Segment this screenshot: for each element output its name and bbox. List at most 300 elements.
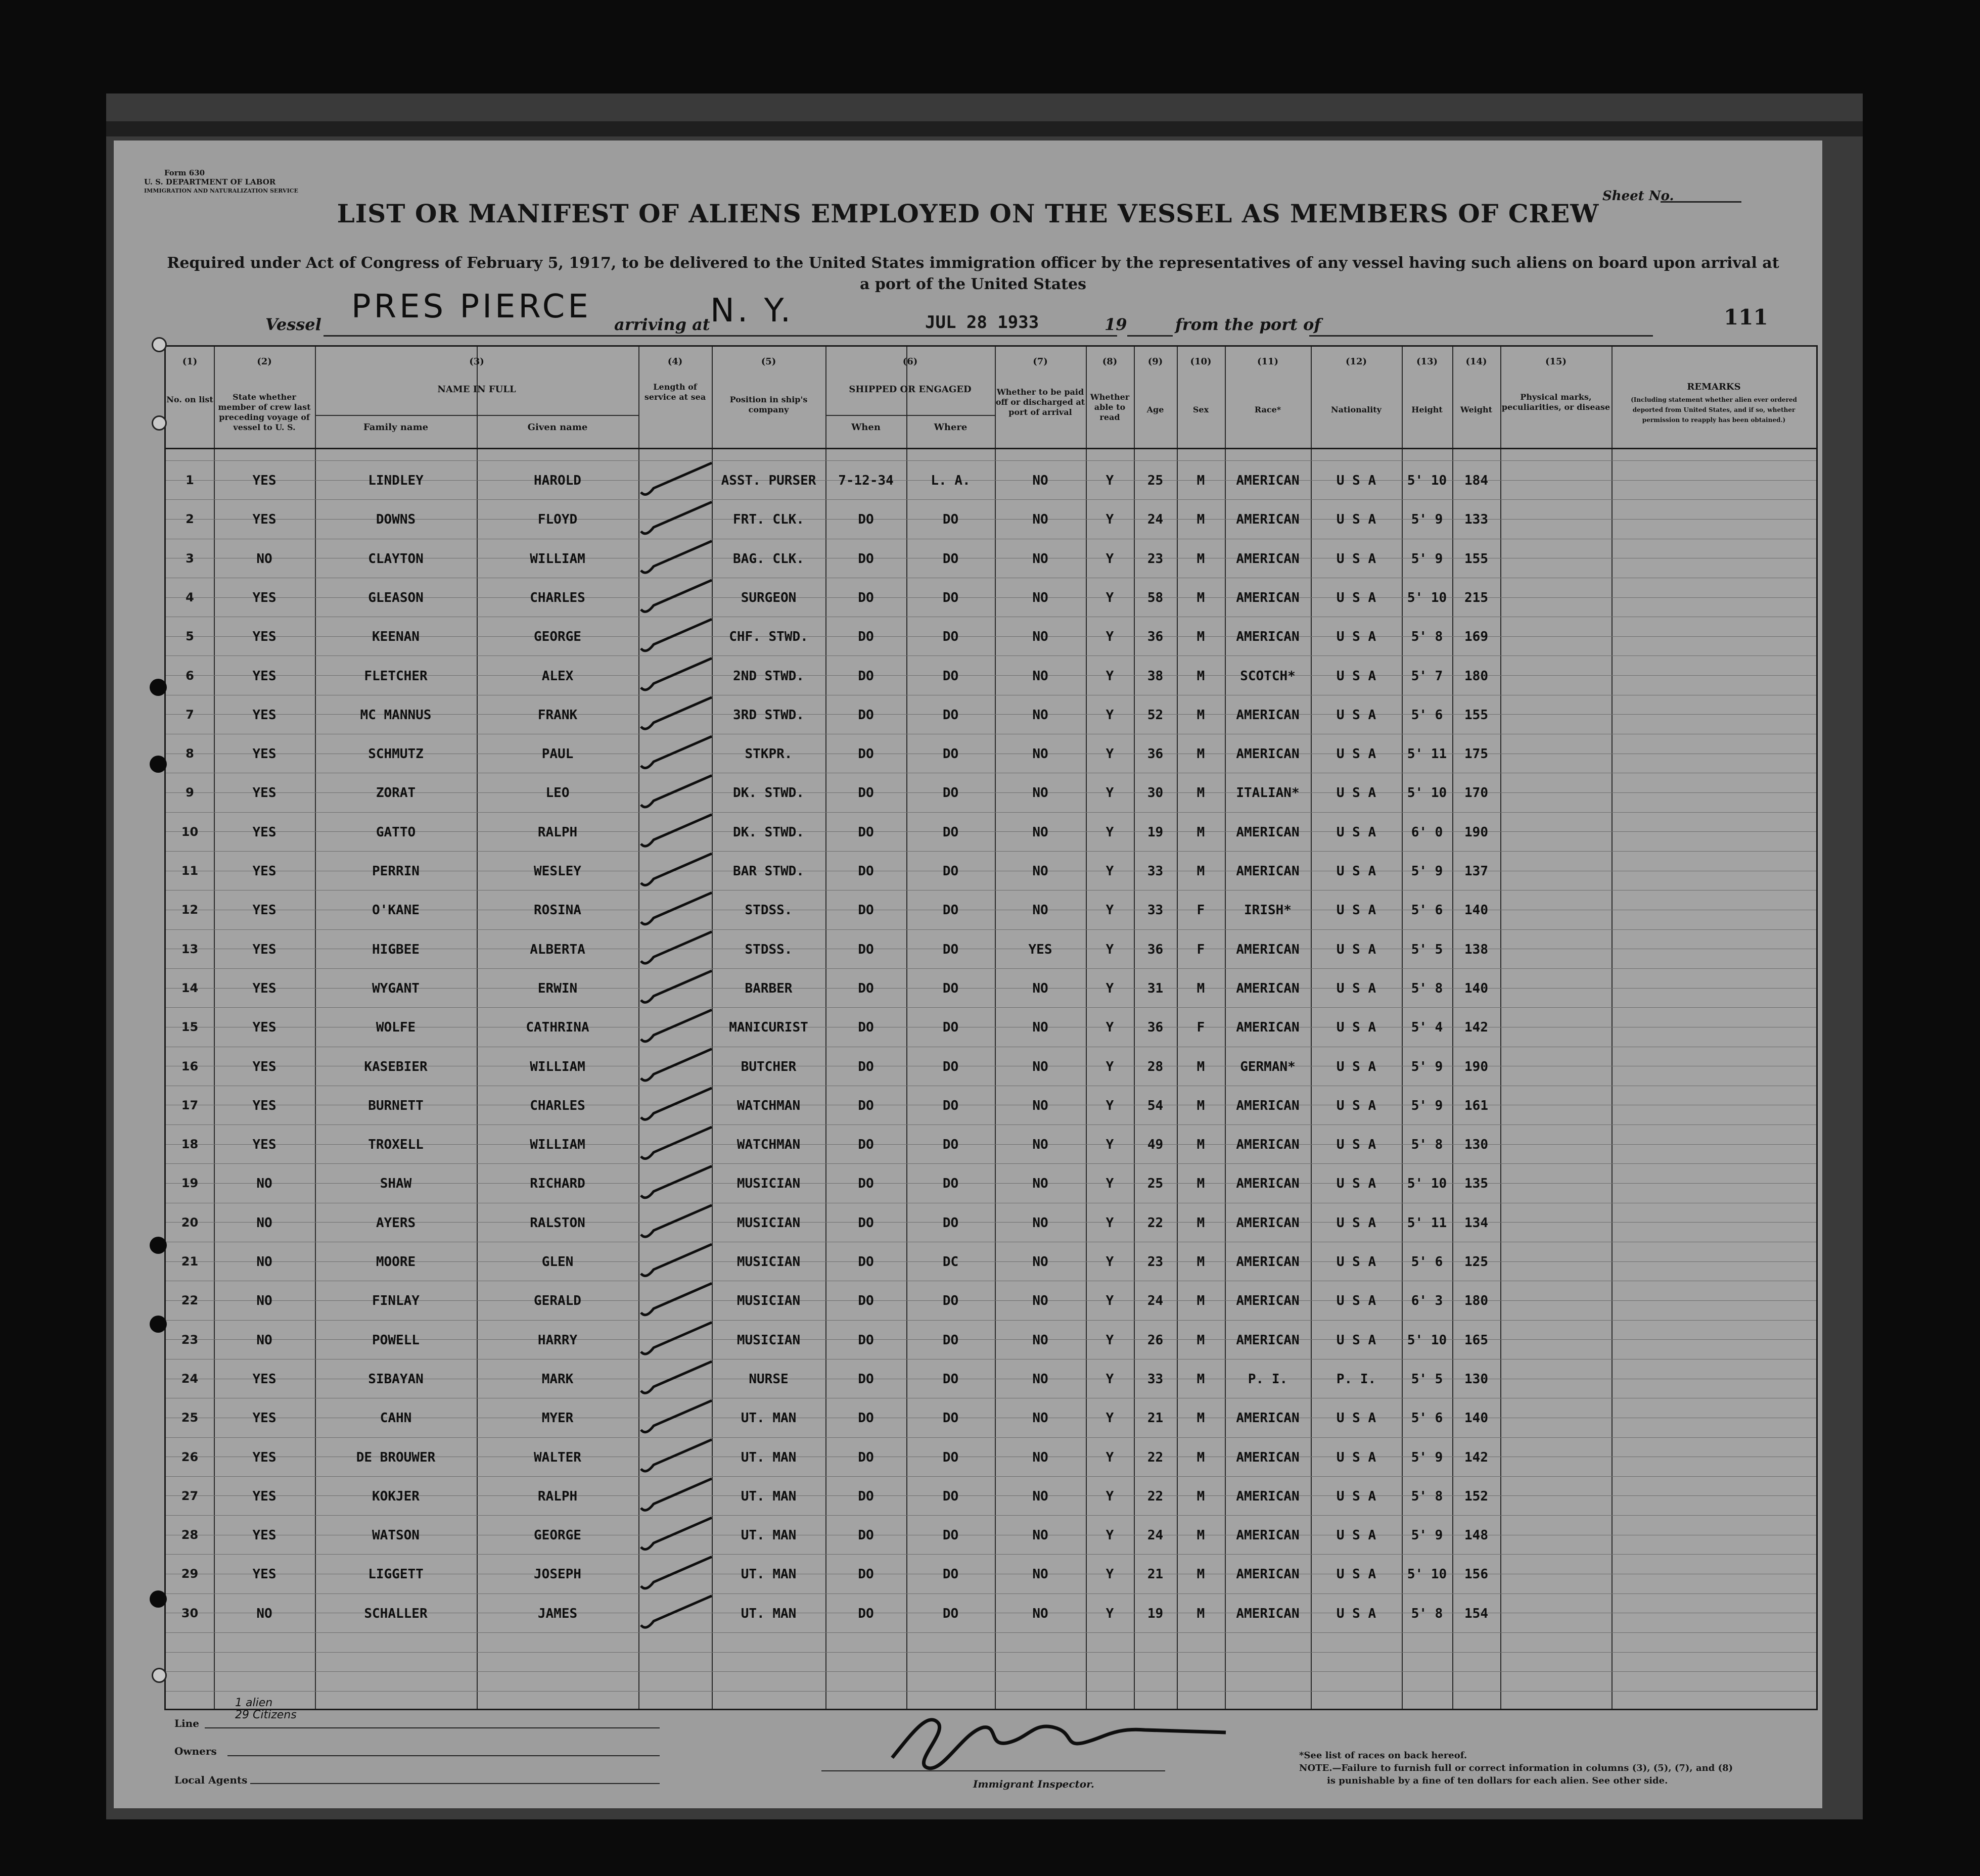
sheet-number-label: Sheet No. [1602, 189, 1674, 204]
cell-when: DO [858, 1411, 874, 1426]
cell-paid: NO [1032, 864, 1048, 879]
check-mark [641, 775, 712, 807]
cell-n: 7 [186, 708, 194, 722]
cell-nat: U S A [1336, 669, 1376, 684]
cell-when: 7-12-34 [838, 473, 894, 488]
handwritten-aliens: 1 alien [235, 1697, 273, 1709]
cell-age: 36 [1147, 629, 1164, 644]
cell-prev: YES [252, 629, 277, 644]
cell-weight: 133 [1464, 512, 1488, 527]
cell-position: MUSICIAN [736, 1293, 801, 1308]
cell-paid: NO [1032, 1489, 1048, 1504]
cell-race: GERMAN* [1240, 1059, 1296, 1074]
cell-age: 36 [1147, 746, 1164, 762]
cell-position: MUSICIAN [736, 1333, 801, 1348]
cell-when: DO [858, 1450, 874, 1465]
binding-hole [152, 337, 167, 352]
cell-n: 8 [186, 746, 194, 761]
cell-race: AMERICAN [1236, 629, 1300, 644]
check-mark [641, 932, 712, 964]
cell-height: 5' 10 [1407, 785, 1447, 801]
cell-position: UT. MAN [741, 1450, 797, 1465]
cell-prev: YES [252, 942, 277, 957]
cell-family: SCHMUTZ [368, 746, 424, 762]
cell-n: 13 [181, 942, 199, 956]
cell-n: 17 [181, 1098, 199, 1112]
cell-when: DO [858, 864, 874, 879]
cell-when: DO [858, 1137, 874, 1152]
cell-height: 5' 10 [1407, 473, 1447, 488]
col-nationality-header: Nationality [1331, 405, 1382, 414]
cell-given: CATHRINA [526, 1020, 589, 1035]
cell-family: SCHALLER [364, 1606, 428, 1621]
cell-position: BARBER [745, 981, 793, 996]
cell-weight: 180 [1464, 669, 1488, 684]
cell-prev: YES [252, 669, 277, 684]
cell-read: Y [1106, 903, 1114, 918]
check-mark [641, 971, 712, 1003]
cell-position: BUTCHER [741, 1059, 797, 1074]
cell-height: 5' 9 [1411, 551, 1443, 567]
col-position-header: Position in ship's company [729, 395, 808, 414]
cell-sex: M [1196, 981, 1205, 996]
cell-read: Y [1106, 864, 1114, 879]
owners-label: Owners [174, 1745, 217, 1757]
cell-where: DO [942, 1176, 959, 1191]
cell-read: Y [1106, 1528, 1114, 1543]
cell-sex: M [1196, 629, 1205, 644]
cell-weight: 156 [1464, 1567, 1488, 1582]
cell-where: DO [942, 746, 959, 762]
cell-family: DOWNS [376, 512, 416, 527]
cell-given: ROSINA [534, 903, 581, 918]
cell-read: Y [1106, 1372, 1114, 1387]
cell-height: 5' 9 [1411, 1098, 1443, 1113]
cell-read: Y [1106, 1137, 1114, 1152]
cell-paid: NO [1032, 1176, 1048, 1191]
col-remarks-note: (Including statement whether alien ever ordered deported from United States, and if so, whether permission to reapply has been obtained.) [1631, 396, 1797, 424]
cell-nat: U S A [1336, 590, 1376, 605]
cell-read: Y [1106, 1098, 1114, 1113]
year-label: 19 [1104, 315, 1127, 334]
check-mark [641, 463, 712, 495]
check-mark [641, 815, 712, 847]
cell-age: 24 [1147, 1528, 1164, 1543]
col-weight-number: (14) [1465, 356, 1487, 367]
cell-family: SHAW [380, 1176, 412, 1191]
cell-position: 2ND STWD. [733, 669, 804, 684]
cell-where: DO [942, 1567, 959, 1582]
cell-where: DO [942, 708, 959, 723]
cell-read: Y [1106, 1411, 1114, 1426]
cell-when: DO [858, 1333, 874, 1348]
binding-hole [150, 679, 167, 696]
check-mark [641, 854, 712, 885]
cell-position: MANICURIST [729, 1020, 808, 1035]
cell-prev: YES [252, 1528, 277, 1543]
cell-race: AMERICAN [1236, 512, 1300, 527]
cell-sex: M [1196, 1333, 1205, 1348]
col-weight-header: Weight [1460, 405, 1493, 414]
cell-when: DO [858, 1254, 874, 1270]
cell-race: AMERICAN [1236, 473, 1300, 488]
col-sex-header: Sex [1192, 405, 1209, 414]
cell-when: DO [858, 629, 874, 644]
cell-race: ITALIAN* [1236, 785, 1300, 801]
cell-position: NURSE [749, 1372, 789, 1387]
cell-given: LEO [545, 785, 570, 801]
cell-age: 22 [1147, 1215, 1164, 1231]
cell-sex: M [1196, 864, 1205, 879]
cell-where: DO [942, 669, 959, 684]
cell-position: STDSS. [745, 903, 793, 918]
cell-n: 21 [181, 1254, 199, 1269]
cell-given: MYER [541, 1411, 574, 1426]
cell-where: DO [942, 1020, 959, 1035]
cell-nat: U S A [1336, 512, 1376, 527]
binding-hole [150, 756, 167, 773]
cell-nat: U S A [1336, 1254, 1376, 1270]
cell-when: DO [858, 1372, 874, 1387]
cell-family: SIBAYAN [368, 1372, 424, 1387]
cell-sex: M [1196, 512, 1205, 527]
cell-height: 5' 6 [1411, 1254, 1443, 1270]
inspector-signature [882, 1702, 1256, 1778]
cell-position: UT. MAN [741, 1489, 797, 1504]
cell-family: CLAYTON [368, 551, 424, 567]
cell-read: Y [1106, 551, 1114, 567]
cell-sex: M [1196, 1372, 1205, 1387]
cell-nat: U S A [1336, 1606, 1376, 1621]
check-marks [166, 347, 1816, 1709]
cell-when: DO [858, 785, 874, 801]
col-physical-marks-number: (15) [1545, 356, 1567, 367]
cell-paid: NO [1032, 1528, 1048, 1543]
cell-read: Y [1106, 785, 1114, 801]
cell-where: DO [942, 1098, 959, 1113]
cell-height: 6' 0 [1411, 825, 1443, 840]
cell-weight: 190 [1464, 1059, 1488, 1074]
col-no-number: (1) [182, 356, 198, 367]
cell-weight: 155 [1464, 708, 1488, 723]
cell-weight: 154 [1464, 1606, 1488, 1621]
cell-sex: M [1196, 1411, 1205, 1426]
cell-read: Y [1106, 629, 1114, 644]
cell-weight: 140 [1464, 981, 1488, 996]
cell-age: 38 [1147, 669, 1164, 684]
cell-race: AMERICAN [1236, 1489, 1300, 1504]
cell-family: GLEASON [368, 590, 424, 605]
check-mark [641, 1518, 712, 1550]
cell-position: CHF. STWD. [729, 629, 808, 644]
vessel-label: Vessel [265, 315, 321, 334]
cell-nat: U S A [1336, 1059, 1376, 1074]
cell-paid: NO [1032, 1372, 1048, 1387]
cell-family: TROXELL [368, 1137, 424, 1152]
cell-read: Y [1106, 1176, 1114, 1191]
cell-prev: YES [252, 981, 277, 996]
from-port-line [1309, 335, 1653, 337]
form-number: Form 630 [164, 168, 205, 177]
cell-where: DO [942, 981, 959, 996]
cell-height: 5' 10 [1407, 590, 1447, 605]
cell-height: 5' 9 [1411, 1528, 1443, 1543]
cell-given: WALTER [534, 1450, 581, 1465]
cell-weight: 137 [1464, 864, 1488, 879]
cell-age: 26 [1147, 1333, 1164, 1348]
cell-sex: M [1196, 669, 1205, 684]
cell-height: 5' 5 [1411, 942, 1443, 957]
cell-position: 3RD STWD. [733, 708, 804, 723]
cell-family: KEENAN [372, 629, 420, 644]
cell-where: DO [942, 1528, 959, 1543]
cell-prev: YES [252, 1450, 277, 1465]
cell-race: AMERICAN [1236, 1098, 1300, 1113]
cell-nat: U S A [1336, 746, 1376, 762]
cell-n: 26 [181, 1450, 199, 1464]
col-race-header: Race* [1254, 405, 1281, 414]
cell-nat: U S A [1336, 864, 1376, 879]
cell-nat: U S A [1336, 1098, 1376, 1113]
cell-given: FRANK [537, 708, 578, 723]
cell-nat: U S A [1336, 708, 1376, 723]
owners-underline [227, 1755, 660, 1756]
cell-read: Y [1106, 1254, 1114, 1270]
cell-read: Y [1106, 1020, 1114, 1035]
arriving-line [703, 335, 1117, 337]
col-prev-voyage-header: State whether member of crew last preceding voyage of vessel to U. S. [218, 392, 311, 432]
cell-age: 49 [1147, 1137, 1164, 1152]
cell-given: WILLIAM [530, 1137, 585, 1152]
cell-n: 5 [186, 629, 194, 643]
cell-paid: NO [1032, 1020, 1048, 1035]
check-mark [641, 659, 712, 690]
cell-height: 5' 8 [1411, 1606, 1443, 1621]
cell-race: AMERICAN [1236, 551, 1300, 567]
cell-where: DO [942, 825, 959, 840]
cell-nat: U S A [1336, 942, 1376, 957]
col-length-service-number: (4) [667, 356, 683, 367]
cell-height: 5' 11 [1407, 746, 1447, 762]
inspector-label: Immigrant Inspector. [973, 1778, 1094, 1790]
cell-read: Y [1106, 1567, 1114, 1582]
cell-n: 16 [181, 1059, 199, 1073]
cell-height: 5' 4 [1411, 1020, 1443, 1035]
cell-read: Y [1106, 746, 1114, 762]
cell-family: BURNETT [368, 1098, 424, 1113]
cell-weight: 148 [1464, 1528, 1488, 1543]
cell-race: AMERICAN [1236, 981, 1300, 996]
cell-age: 23 [1147, 551, 1164, 567]
col-where-header: Where [934, 422, 968, 433]
cell-read: Y [1106, 512, 1114, 527]
cell-weight: 165 [1464, 1333, 1488, 1348]
check-mark [641, 1479, 712, 1511]
cell-weight: 125 [1464, 1254, 1488, 1270]
cell-sex: M [1196, 590, 1205, 605]
cell-family: PERRIN [372, 864, 420, 879]
cell-given: ALEX [541, 669, 574, 684]
check-mark [641, 1049, 712, 1081]
cell-weight: 140 [1464, 1411, 1488, 1426]
handwritten-citizens: 29 Citizens [235, 1709, 297, 1721]
col-physical-marks-header: Physical marks, peculiarities, or disease [1501, 392, 1610, 412]
cell-position: DK. STWD. [733, 785, 804, 801]
cell-read: Y [1106, 1293, 1114, 1308]
cell-sex: F [1196, 942, 1205, 957]
cell-sex: M [1196, 1489, 1205, 1504]
cell-when: DO [858, 669, 874, 684]
cell-nat: U S A [1336, 1567, 1376, 1582]
cell-where: DO [942, 1293, 959, 1308]
cell-race: AMERICAN [1236, 1333, 1300, 1348]
cell-sex: M [1196, 1528, 1205, 1543]
cell-prev: YES [252, 825, 277, 840]
check-mark [641, 502, 712, 534]
manifest-subtitle: Required under Act of Congress of February 5, 1917, to be delivered to the United States immigration officer by the representatives of any vessel having such aliens on board upon arrival at a port of the United States [167, 254, 1779, 293]
cell-n: 25 [181, 1411, 199, 1425]
cell-where: DO [942, 1059, 959, 1074]
cell-height: 5' 8 [1411, 1489, 1443, 1504]
cell-when: DO [858, 825, 874, 840]
cell-sex: M [1196, 551, 1205, 567]
arriving-label: arriving at [614, 315, 710, 334]
col-able-read-header: Whether able to read [1090, 392, 1130, 422]
cell-age: 19 [1147, 825, 1164, 840]
cell-height: 5' 9 [1411, 1450, 1443, 1465]
cell-height: 5' 10 [1407, 1333, 1447, 1348]
cell-age: 33 [1147, 1372, 1164, 1387]
cell-height: 5' 6 [1411, 903, 1443, 918]
cell-position: WATCHMAN [736, 1137, 801, 1152]
cell-when: DO [858, 1020, 874, 1035]
cell-age: 21 [1147, 1567, 1164, 1582]
cell-age: 36 [1147, 942, 1164, 957]
cell-age: 19 [1147, 1606, 1164, 1621]
cell-nat: U S A [1336, 1489, 1376, 1504]
check-mark [641, 1244, 712, 1276]
cell-prev: YES [252, 1137, 277, 1152]
cell-paid: NO [1032, 1098, 1048, 1113]
cell-age: 33 [1147, 864, 1164, 879]
cell-n: 15 [181, 1020, 199, 1034]
check-mark [641, 1323, 712, 1354]
cell-given: GEORGE [534, 1528, 581, 1543]
cell-where: DO [942, 1606, 959, 1621]
check-mark [641, 1283, 712, 1315]
col-no-header: No. on list [166, 395, 213, 404]
cell-n: 27 [181, 1489, 199, 1503]
cell-n: 22 [181, 1293, 199, 1307]
cell-sex: M [1196, 785, 1205, 801]
col-height-number: (13) [1416, 356, 1438, 367]
check-mark [641, 1205, 712, 1237]
cell-paid: NO [1032, 785, 1048, 801]
cell-race: AMERICAN [1236, 1254, 1300, 1270]
cell-height: 6' 3 [1411, 1293, 1443, 1308]
cell-given: ERWIN [537, 981, 578, 996]
cell-family: WOLFE [376, 1020, 416, 1035]
cell-given: RALSTON [530, 1215, 585, 1231]
cell-paid: NO [1032, 1293, 1048, 1308]
cell-race: AMERICAN [1236, 708, 1300, 723]
cell-prev: YES [252, 1489, 277, 1504]
fine-note-1: NOTE.—Failure to furnish full or correct information in columns (3), (5), (7), and (8) [1299, 1763, 1733, 1773]
cell-age: 36 [1147, 1020, 1164, 1035]
cell-family: KOKJER [372, 1489, 420, 1504]
check-mark [641, 736, 712, 768]
cell-family: MOORE [376, 1254, 416, 1270]
cell-sex: M [1196, 1450, 1205, 1465]
cell-weight: 130 [1464, 1372, 1488, 1387]
cell-prev: YES [252, 1059, 277, 1074]
cell-position: UT. MAN [741, 1606, 797, 1621]
cell-read: Y [1106, 590, 1114, 605]
cell-given: CHARLES [530, 590, 585, 605]
cell-where: DO [942, 1333, 959, 1348]
cell-weight: 215 [1464, 590, 1488, 605]
cell-nat: U S A [1336, 785, 1376, 801]
arrival-date-stamp: JUL 28 1933 [925, 312, 1039, 333]
cell-when: DO [858, 1215, 874, 1231]
cell-given: GERALD [534, 1293, 581, 1308]
cell-family: LINDLEY [368, 473, 424, 488]
cell-height: 5' 6 [1411, 708, 1443, 723]
cell-sex: F [1196, 903, 1205, 918]
cell-age: 30 [1147, 785, 1164, 801]
cell-race: AMERICAN [1236, 1567, 1300, 1582]
cell-weight: 180 [1464, 1293, 1488, 1308]
cell-sex: M [1196, 1606, 1205, 1621]
cell-given: HAROLD [534, 473, 581, 488]
cell-paid: NO [1032, 708, 1048, 723]
col-remarks-header: REMARKS [1687, 382, 1741, 392]
cell-family: WYGANT [372, 981, 420, 996]
check-mark [641, 1596, 712, 1628]
cell-family: MC MANNUS [360, 708, 432, 723]
cell-nat: U S A [1336, 551, 1376, 567]
cell-sex: M [1196, 1215, 1205, 1231]
manifest-sheet [114, 140, 1822, 1808]
cell-weight: 134 [1464, 1215, 1488, 1231]
cell-n: 1 [186, 473, 194, 487]
form-number-block [144, 168, 298, 196]
cell-position: UT. MAN [741, 1528, 797, 1543]
cell-when: DO [858, 590, 874, 605]
cell-sex: M [1196, 1059, 1205, 1074]
cell-prev: YES [252, 1372, 277, 1387]
cell-n: 23 [181, 1333, 199, 1347]
cell-nat: U S A [1336, 1176, 1376, 1191]
cell-paid: NO [1032, 629, 1048, 644]
col-paid-off-number: (7) [1033, 356, 1048, 367]
cell-sex: M [1196, 1137, 1205, 1152]
cell-sex: M [1196, 825, 1205, 840]
cell-when: DO [858, 1567, 874, 1582]
cell-n: 6 [186, 669, 194, 683]
cell-given: ALBERTA [530, 942, 585, 957]
cell-prev: YES [252, 512, 277, 527]
cell-given: RICHARD [530, 1176, 585, 1191]
cell-position: STKPR. [745, 746, 793, 762]
cell-paid: NO [1032, 825, 1048, 840]
cell-given: RALPH [537, 1489, 578, 1504]
cell-family: ZORAT [376, 785, 416, 801]
cell-position: SURGEON [741, 590, 797, 605]
cell-given: GLEN [541, 1254, 574, 1270]
binding-hole [150, 1590, 167, 1608]
cell-family: WATSON [372, 1528, 420, 1543]
